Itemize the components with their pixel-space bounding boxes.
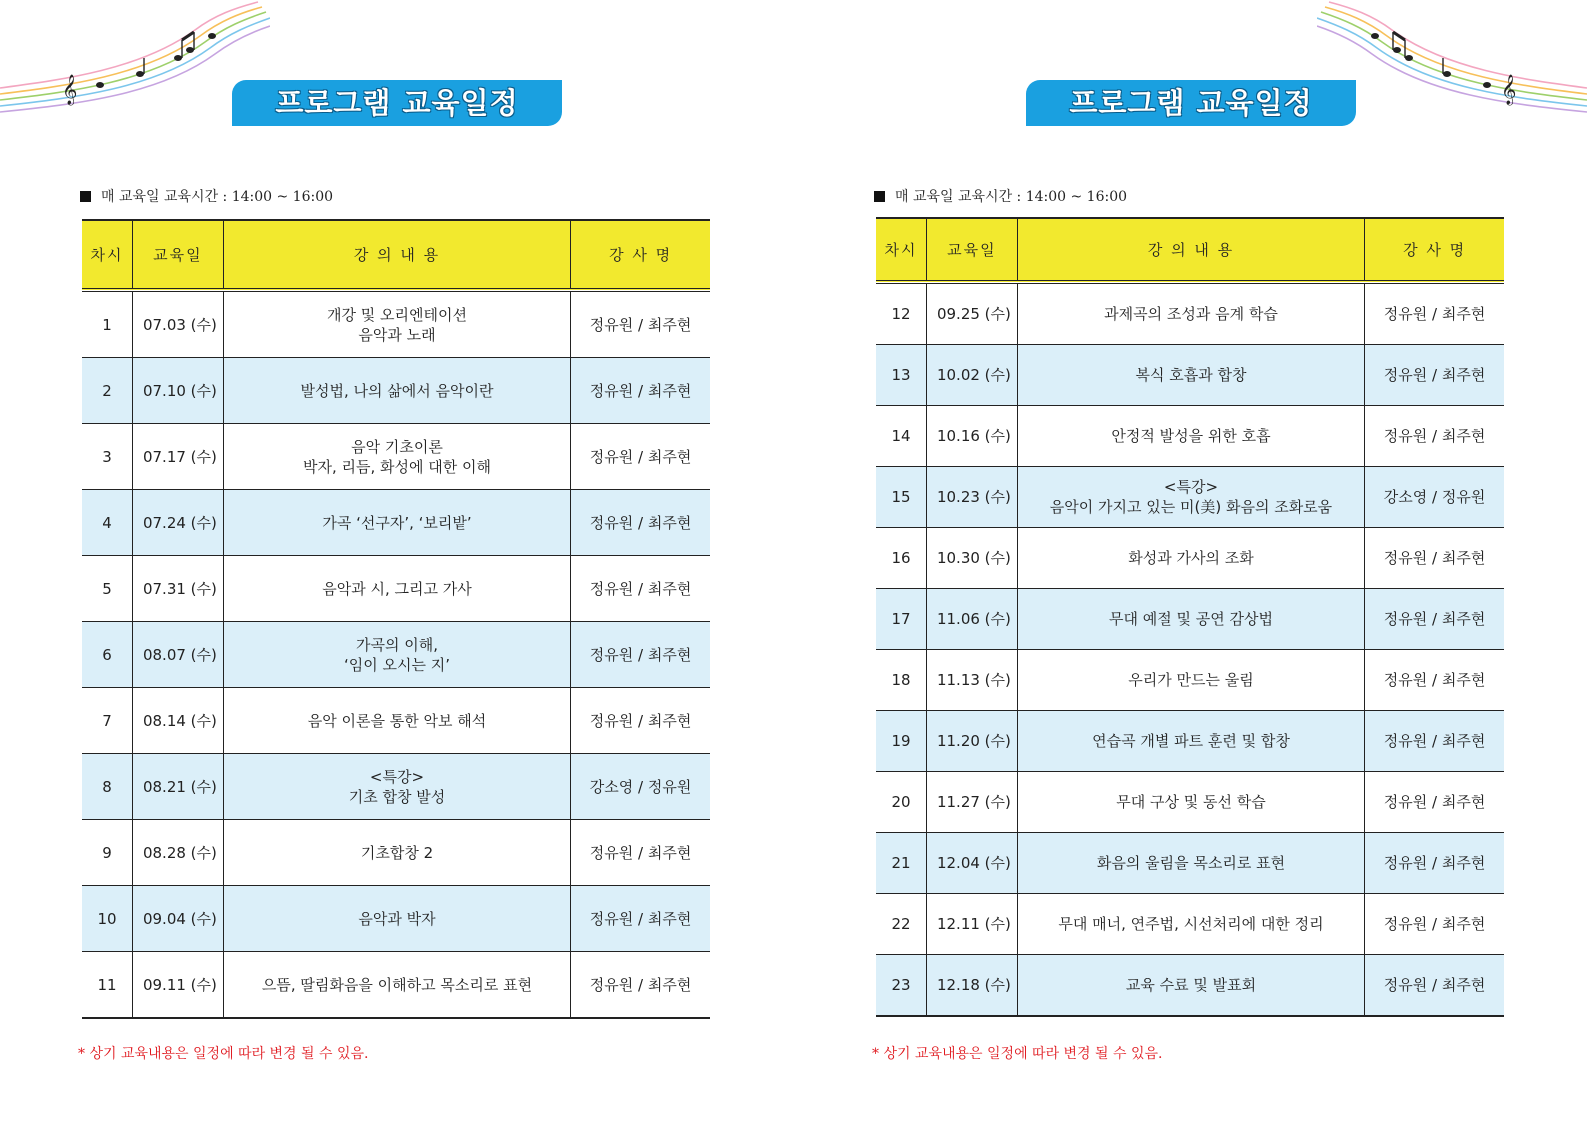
- instructor-cell: 정유원 / 최주현: [571, 622, 710, 688]
- table-row: [82, 952, 710, 1019]
- instructor-cell: 정유원 / 최주현: [571, 490, 710, 556]
- instructor-cell: 정유원 / 최주현: [571, 358, 710, 424]
- header-instructor: 강 사 명: [571, 220, 710, 290]
- page-title: 프로그램 교육일정: [232, 80, 562, 126]
- date-cell: 10.23 (수): [926, 467, 1017, 528]
- schedule-table: [876, 217, 1504, 1017]
- content-cell: [223, 952, 570, 1019]
- header-session: 차시: [876, 218, 926, 282]
- session-number-cell: 7: [82, 688, 132, 754]
- session-number-cell: 2: [82, 358, 132, 424]
- instructor-cell: 정유원 / 최주현: [1365, 345, 1504, 406]
- page-title: 프로그램 교육일정: [1026, 80, 1356, 126]
- content-line: 으뜸, 딸림화음을 이해하고 목소리로 표현: [261, 975, 533, 994]
- date-cell: 08.28 (수): [132, 820, 223, 886]
- session-number-cell: 18: [876, 650, 926, 711]
- date-cell: 11.13 (수): [926, 650, 1017, 711]
- session-number-cell: 17: [876, 589, 926, 650]
- session-number-cell: 9: [82, 820, 132, 886]
- page-right: [794, 0, 1587, 1123]
- date-cell: 09.04 (수): [132, 886, 223, 952]
- content-line: <특강>: [1163, 478, 1219, 496]
- content-line: 음악 이론을 통한 악보 해석: [307, 711, 487, 730]
- content-cell: [1017, 772, 1364, 833]
- content-line: 무대 구상 및 동선 학습: [1116, 793, 1266, 811]
- header-session: 차시: [82, 220, 132, 290]
- session-number-cell: 5: [82, 556, 132, 622]
- instructor-cell: 강소영 / 정유원: [1365, 467, 1504, 528]
- date-cell: 12.04 (수): [926, 833, 1017, 894]
- content-cell: [1017, 711, 1364, 772]
- content-cell: [223, 358, 570, 424]
- footnote: * 상기 교육내용은 일정에 따라 변경 될 수 있음.: [78, 1046, 369, 1062]
- date-cell: 11.27 (수): [926, 772, 1017, 833]
- content-line: 무대 예절 및 공연 감상법: [1108, 610, 1273, 628]
- table-header-row: [876, 218, 1504, 282]
- instructor-cell: 강소영 / 정유원: [571, 754, 710, 820]
- content-line: 무대 매너, 연주법, 시선처리에 대한 정리: [1058, 915, 1324, 933]
- session-number-cell: 21: [876, 833, 926, 894]
- content-line: 화성과 가사의 조화: [1128, 549, 1254, 567]
- session-number-cell: 15: [876, 467, 926, 528]
- content-line: 안정적 발성을 위한 호흡: [1111, 427, 1271, 445]
- content-cell: [223, 754, 570, 820]
- date-cell: 07.03 (수): [132, 290, 223, 358]
- session-number-cell: 20: [876, 772, 926, 833]
- content-cell: [223, 424, 570, 490]
- table-row: [876, 955, 1504, 1017]
- content-line: 우리가 만드는 울림: [1128, 671, 1254, 689]
- table-row: [876, 528, 1504, 589]
- content-cell: [223, 688, 570, 754]
- table-row: [82, 556, 710, 622]
- schedule-table: [82, 219, 710, 1019]
- table-row: [876, 406, 1504, 467]
- content-cell: [223, 820, 570, 886]
- table-row: [876, 772, 1504, 833]
- content-line: 연습곡 개별 파트 훈련 및 합창: [1092, 732, 1290, 750]
- session-number-cell: 3: [82, 424, 132, 490]
- header-content: 강 의 내 용: [1017, 218, 1364, 282]
- table-row: [876, 833, 1504, 894]
- session-number-cell: 6: [82, 622, 132, 688]
- schedule-body: [82, 290, 710, 1018]
- session-number-cell: 23: [876, 955, 926, 1017]
- content-line: 개강 및 오리엔테이션: [327, 305, 467, 324]
- content-cell: [1017, 833, 1364, 894]
- content-line: 발성법, 나의 삶에서 음악이란: [300, 381, 494, 400]
- instructor-cell: 정유원 / 최주현: [571, 886, 710, 952]
- content-line: 음악과 박자: [358, 909, 436, 928]
- date-cell: 10.30 (수): [926, 528, 1017, 589]
- content-cell: [1017, 406, 1364, 467]
- content-line: 가곡 ‘선구자’, ‘보리밭’: [322, 513, 472, 532]
- header-content: 강 의 내 용: [223, 220, 570, 290]
- content-line: 음악이 가지고 있는 미(美) 화음의 조화로움: [1049, 498, 1333, 516]
- class-time-note: 매 교육일 교육시간 : 14:00 ~ 16:00: [874, 186, 1127, 206]
- content-line: 교육 수료 및 발표회: [1125, 976, 1257, 994]
- table-row: [82, 490, 710, 556]
- content-line: 기초 합창 발성: [348, 787, 446, 806]
- table-row: [82, 424, 710, 490]
- content-cell: [1017, 650, 1364, 711]
- session-number-cell: 19: [876, 711, 926, 772]
- instructor-cell: 정유원 / 최주현: [1365, 528, 1504, 589]
- instructor-cell: 정유원 / 최주현: [1365, 406, 1504, 467]
- music-staff-decoration-right: [1317, 0, 1587, 130]
- date-cell: 09.11 (수): [132, 952, 223, 1019]
- content-line: 음악과 노래: [358, 325, 436, 344]
- session-number-cell: 11: [82, 952, 132, 1019]
- table-row: [876, 894, 1504, 955]
- content-cell: [1017, 894, 1364, 955]
- footnote: * 상기 교육내용은 일정에 따라 변경 될 수 있음.: [872, 1046, 1163, 1062]
- instructor-cell: 정유원 / 최주현: [1365, 833, 1504, 894]
- date-cell: 10.16 (수): [926, 406, 1017, 467]
- content-cell: [223, 556, 570, 622]
- date-cell: 12.18 (수): [926, 955, 1017, 1017]
- svg-text:𝄞: 𝄞: [1501, 75, 1517, 105]
- page-left: [0, 0, 793, 1123]
- session-number-cell: 12: [876, 282, 926, 345]
- date-cell: 08.14 (수): [132, 688, 223, 754]
- content-line: 음악과 시, 그리고 가사: [322, 579, 472, 598]
- content-line: 음악 기초이론: [351, 437, 443, 456]
- content-line: 과제곡의 조성과 음계 학습: [1104, 305, 1278, 323]
- table-row: [82, 886, 710, 952]
- square-bullet-icon: [874, 191, 885, 202]
- table-row: [876, 345, 1504, 406]
- instructor-cell: 정유원 / 최주현: [571, 556, 710, 622]
- instructor-cell: 정유원 / 최주현: [1365, 282, 1504, 345]
- instructor-cell: 정유원 / 최주현: [571, 820, 710, 886]
- instructor-cell: 정유원 / 최주현: [1365, 589, 1504, 650]
- content-cell: [1017, 345, 1364, 406]
- table-row: [876, 467, 1504, 528]
- content-cell: [223, 290, 570, 358]
- session-number-cell: 4: [82, 490, 132, 556]
- table-row: [82, 358, 710, 424]
- date-cell: 08.21 (수): [132, 754, 223, 820]
- instructor-cell: 정유원 / 최주현: [1365, 711, 1504, 772]
- content-cell: [223, 886, 570, 952]
- date-cell: 09.25 (수): [926, 282, 1017, 345]
- session-number-cell: 1: [82, 290, 132, 358]
- header-date: 교육일: [926, 218, 1017, 282]
- content-cell: [1017, 282, 1364, 345]
- session-number-cell: 16: [876, 528, 926, 589]
- session-number-cell: 14: [876, 406, 926, 467]
- schedule-body: [876, 282, 1504, 1016]
- svg-text:𝄞: 𝄞: [62, 75, 78, 105]
- table-row: [876, 650, 1504, 711]
- content-line: ‘임이 오시는 지’: [343, 655, 450, 674]
- content-line: 기초합창 2: [360, 843, 434, 862]
- instructor-cell: 정유원 / 최주현: [1365, 955, 1504, 1017]
- date-cell: 07.17 (수): [132, 424, 223, 490]
- content-cell: [223, 622, 570, 688]
- table-row: [82, 688, 710, 754]
- instructor-cell: 정유원 / 최주현: [1365, 894, 1504, 955]
- instructor-cell: 정유원 / 최주현: [571, 952, 710, 1019]
- content-cell: [223, 490, 570, 556]
- session-number-cell: 13: [876, 345, 926, 406]
- content-line: 화음의 울림을 목소리로 표현: [1096, 854, 1286, 872]
- content-line: 가곡의 이해,: [355, 635, 438, 654]
- date-cell: 07.24 (수): [132, 490, 223, 556]
- instructor-cell: 정유원 / 최주현: [571, 424, 710, 490]
- instructor-cell: 정유원 / 최주현: [1365, 650, 1504, 711]
- content-line: <특강>: [369, 767, 425, 786]
- class-time-note: 매 교육일 교육시간 : 14:00 ~ 16:00: [80, 186, 333, 206]
- table-row: [82, 290, 710, 358]
- session-number-cell: 8: [82, 754, 132, 820]
- content-line: 복식 호흡과 합창: [1135, 366, 1247, 384]
- date-cell: 07.31 (수): [132, 556, 223, 622]
- date-cell: 11.06 (수): [926, 589, 1017, 650]
- music-staff-decoration-left: [0, 0, 270, 130]
- table-row: [876, 282, 1504, 345]
- session-number-cell: 22: [876, 894, 926, 955]
- session-number-cell: 10: [82, 886, 132, 952]
- table-row: [82, 820, 710, 886]
- instructor-cell: 정유원 / 최주현: [1365, 772, 1504, 833]
- date-cell: 10.02 (수): [926, 345, 1017, 406]
- instructor-cell: 정유원 / 최주현: [571, 688, 710, 754]
- table-row: [82, 754, 710, 820]
- date-cell: 12.11 (수): [926, 894, 1017, 955]
- date-cell: 07.10 (수): [132, 358, 223, 424]
- table-row: [82, 622, 710, 688]
- header-date: 교육일: [132, 220, 223, 290]
- table-row: [876, 589, 1504, 650]
- header-instructor: 강 사 명: [1365, 218, 1504, 282]
- content-cell: [1017, 955, 1364, 1017]
- content-cell: [1017, 467, 1364, 528]
- content-line: 박자, 리듬, 화성에 대한 이해: [302, 457, 491, 476]
- table-row: [876, 711, 1504, 772]
- square-bullet-icon: [80, 191, 91, 202]
- content-cell: [1017, 589, 1364, 650]
- date-cell: 08.07 (수): [132, 622, 223, 688]
- content-cell: [1017, 528, 1364, 589]
- table-header-row: [82, 220, 710, 290]
- instructor-cell: 정유원 / 최주현: [571, 290, 710, 358]
- date-cell: 11.20 (수): [926, 711, 1017, 772]
